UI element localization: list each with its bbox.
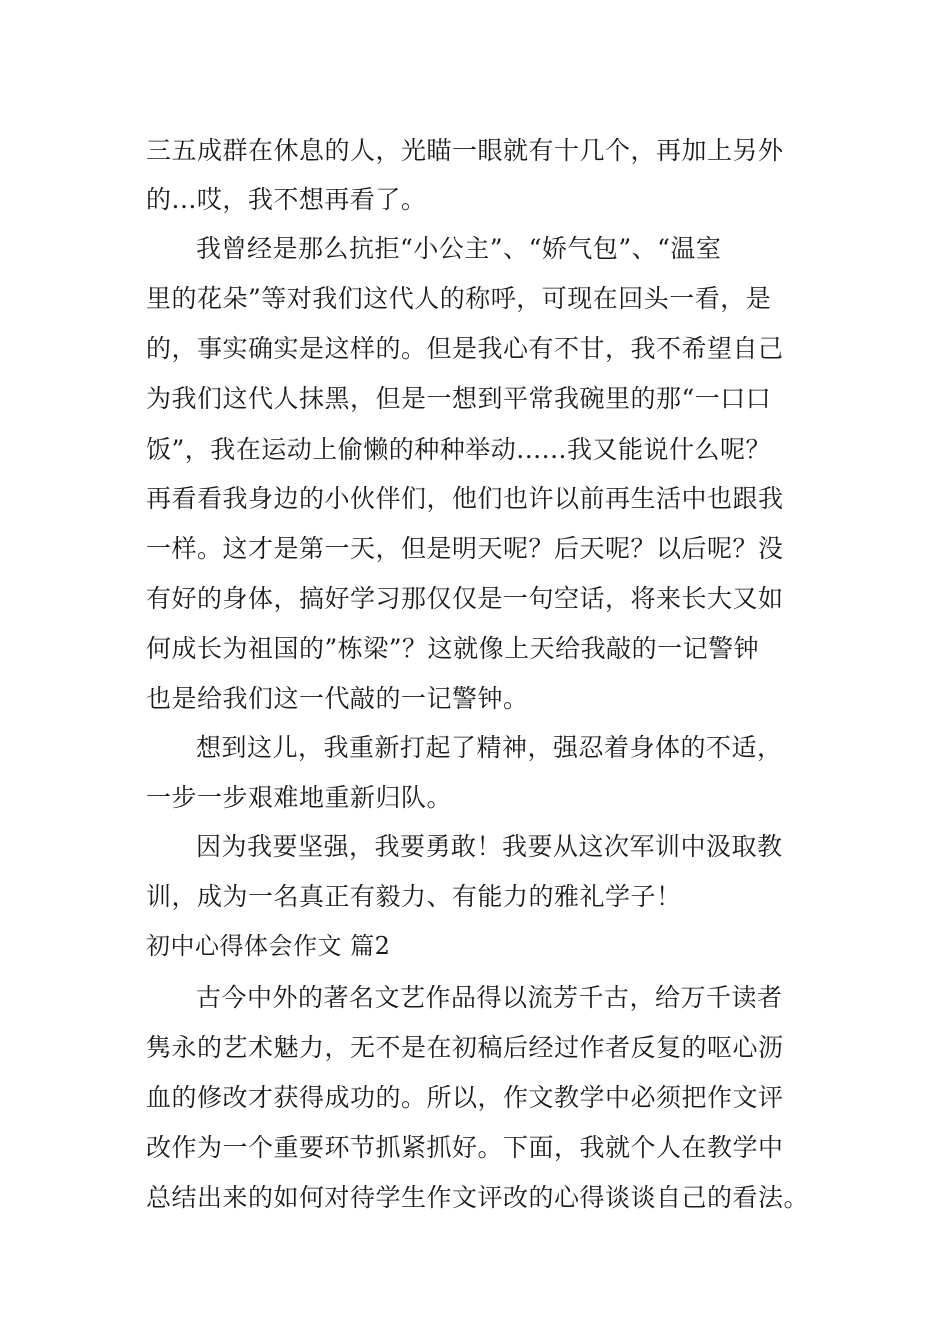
text-line: 训，成为一名真正有毅力、有能力的雅礼学子！ — [146, 882, 682, 911]
text-line: 再看看我身边的小伙伴们，他们也许以前再生活中也跟我 — [146, 484, 784, 513]
paragraph-first-line: 古今中外的著名文艺作品得以流芳千古，给万千读者 — [196, 983, 783, 1012]
text-line: 改作为一个重要环节抓紧抓好。下面，我就个人在教学中 — [146, 1133, 784, 1162]
text-line: 里的花朵”等对我们这代人的称呼，可现在回头一看，是 — [146, 284, 772, 313]
text-line: 何成长为祖国的”栋梁”？这就像上天给我敲的一记警钟 — [146, 634, 760, 663]
text-line: 一样。这才是第一天，但是明天呢？后天呢？以后呢？没 — [146, 534, 784, 563]
paragraph-first-line: 我曾经是那么抗拒“小公主”、“娇气包”、“温室 — [196, 234, 722, 263]
text-line: 有好的身体，搞好学习那仅仅是一句空话，将来长大又如 — [146, 584, 784, 613]
paragraph-first-line: 因为我要坚强，我要勇敢！我要从这次军训中汲取教 — [196, 832, 783, 861]
text-line: 三五成群在休息的人，光瞄一眼就有十几个，再加上另外 — [146, 136, 784, 165]
text-line: 的，事实确实是这样的。但是我心有不甘，我不希望自己 — [146, 334, 784, 363]
section-heading: 初中心得体会作文 篇2 — [146, 932, 391, 960]
text-line: 隽永的艺术魅力，无不是在初稿后经过作者反复的呕心沥 — [146, 1033, 784, 1062]
text-line: 饭”，我在运动上偷懒的种种举动......我又能说什么呢？ — [146, 435, 771, 464]
text-line: 一步一步艰难地重新归队。 — [146, 783, 453, 812]
text-line: 也是给我们这一代敲的一记警钟。 — [146, 684, 529, 713]
paragraph-first-line: 想到这儿，我重新打起了精神，强忍着身体的不适， — [196, 733, 783, 762]
text-line: 为我们这代人抹黑，但是一想到平常我碗里的那“一口口 — [146, 384, 772, 413]
text-line: 总结出来的如何对待学生作文评改的心得谈谈自己的看法。 — [146, 1183, 810, 1212]
text-line: 血的修改才获得成功的。所以，作文教学中必须把作文评 — [146, 1083, 784, 1112]
text-line: 的...哎，我不想再看了。 — [146, 185, 427, 214]
